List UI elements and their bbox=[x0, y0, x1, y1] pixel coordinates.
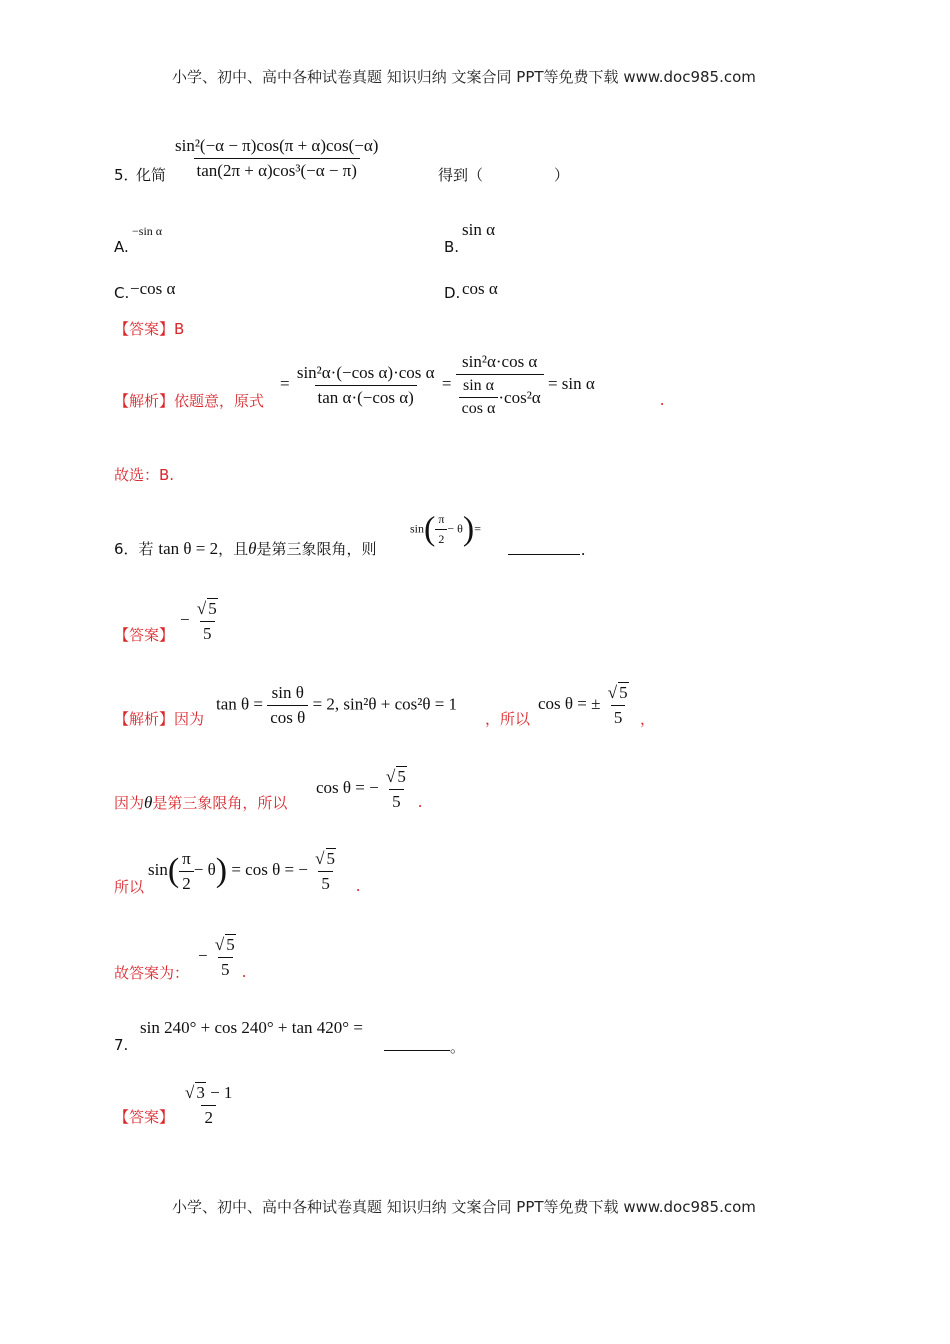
page-footer: 小学、初中、高中各种试卷真题 知识归纳 文案合同 PPT等免费下载 www.doc985.com bbox=[172, 1198, 756, 1216]
q5-option-c: −cos α bbox=[130, 279, 176, 298]
q6-minus-theta: − θ bbox=[447, 521, 463, 536]
q6-line1-den: 5 bbox=[611, 705, 626, 728]
q6-line2-sqrt: 5 bbox=[397, 767, 406, 786]
q6-answer-sqrt: 5 bbox=[208, 599, 217, 618]
q6-text3: 是第三象限角，则 bbox=[256, 540, 377, 558]
q6-line2-period: . bbox=[418, 792, 423, 811]
analysis-label: 【解析】 bbox=[114, 710, 175, 728]
q7-answer-tail: − 1 bbox=[205, 1083, 233, 1102]
q6-line1-comma: ， bbox=[640, 710, 656, 728]
q6-line2 bbox=[114, 792, 287, 813]
q6-blank[interactable] bbox=[508, 554, 580, 555]
q5-step1-den: tan α·(−cos α) bbox=[315, 385, 417, 408]
q5-analysis-math: = $\frac{\text{sin²α·(−cos α)·cos α}}{\text{tan α·(−cos α)}}$ = sin²α·cos α $\frac{\text{sin α}}{\text{cos α}}$ ·cos²α = sin α bbox=[280, 352, 595, 417]
q6-analysis-line1-label bbox=[114, 708, 204, 729]
analysis-label: 【解析】 bbox=[114, 392, 175, 410]
q5-expression bbox=[172, 136, 381, 181]
q6-line3-period: . bbox=[356, 876, 361, 895]
q6-line3-minus-theta: − θ bbox=[193, 859, 216, 879]
q5-step1-num: sin²α·(−cos α)·cos α bbox=[296, 362, 435, 382]
q5-step2-inner-num: sin α bbox=[462, 377, 495, 394]
q6-sin-expr: sin( $\frac{\pi}{2}$ − θ)= bbox=[410, 510, 482, 548]
q7-answer-den: 2 bbox=[201, 1105, 216, 1128]
q5-suffix: 得到（ bbox=[438, 166, 484, 184]
q6-line2-math: cos θ = − $\frac{√ 5}{5}$ bbox=[316, 767, 406, 811]
q6-answer-value: − $\frac{√ 5}{5}$ bbox=[180, 599, 217, 643]
q6-line1-frac-num: sin θ bbox=[271, 683, 304, 702]
q5-denominator: tan(2π + α)cos³(−α − π) bbox=[194, 158, 360, 181]
q6-sin: sin bbox=[410, 521, 425, 536]
q6-line4-minus: − bbox=[198, 945, 208, 965]
q5-prefix: 化简 bbox=[136, 166, 167, 184]
q6-two: 2 bbox=[435, 529, 447, 547]
q6-line3-pi: π bbox=[182, 848, 191, 868]
q7-answer-sqrt: 3 bbox=[196, 1083, 205, 1102]
q6-line1-expr-b: = 2, sin²θ + cos²θ = 1 bbox=[312, 694, 458, 714]
q6-line1-expr-c: cos θ = ± bbox=[538, 693, 601, 713]
q6-pi: π bbox=[438, 512, 445, 526]
q6-line3-math: sin( $\frac{\pi}{2}$ − θ) = cos θ = − $\frac{√ 5}{5}$ bbox=[148, 848, 335, 893]
q5-analysis-text: 依题意，原式 bbox=[174, 392, 265, 410]
q6-line3-den: 5 bbox=[318, 871, 333, 894]
q5-step2-den-tail: ·cos²α bbox=[498, 387, 541, 407]
q6-period: . bbox=[581, 540, 586, 559]
q6-text2: ，且 bbox=[218, 540, 249, 558]
q6-line2-text2: 是第三象限角，所以 bbox=[152, 794, 288, 812]
q7-expression: sin 240° + cos 240° + tan 420° = bbox=[140, 1018, 363, 1037]
q7-end: 。 bbox=[450, 1038, 466, 1056]
q6-line2-theta: θ bbox=[144, 793, 153, 812]
answer-label: 【答案】 bbox=[114, 320, 175, 338]
q6-line3-sqrt: 5 bbox=[326, 849, 335, 868]
q6-text1: 若 bbox=[138, 540, 154, 558]
q6-line1-frac-den: cos θ bbox=[267, 705, 308, 728]
q6-line1-text2: ，所以 bbox=[485, 710, 531, 728]
q6-question bbox=[114, 538, 376, 559]
q7-number: 7. bbox=[114, 1036, 129, 1054]
q5-option-b: sin α bbox=[462, 220, 495, 239]
q6-line3-text: 所以 bbox=[114, 878, 145, 896]
q5-answer-value: B bbox=[174, 320, 185, 338]
q6-line3-two: 2 bbox=[179, 871, 194, 894]
q6-answer-label: 【答案】 bbox=[114, 626, 175, 644]
q5-number: 5． bbox=[114, 166, 139, 184]
q6-line1-text: 因为 bbox=[174, 710, 205, 728]
q5-period: . bbox=[660, 390, 665, 409]
q5-analysis-label bbox=[114, 390, 264, 411]
q6-line1-sqrt: 5 bbox=[619, 683, 628, 702]
q7-answer-label: 【答案】 bbox=[114, 1108, 175, 1126]
q5-option-d-label: D. bbox=[444, 284, 461, 302]
q5-option-a: −sin α bbox=[132, 224, 163, 238]
q5-close: ） bbox=[554, 166, 570, 184]
q6-line4-den: 5 bbox=[218, 957, 233, 980]
q6-line4-sqrt: 5 bbox=[226, 935, 235, 954]
q5-conclusion: 故选：B. bbox=[114, 466, 175, 484]
q5-option-d: cos α bbox=[462, 279, 498, 298]
q5-answer bbox=[114, 318, 184, 339]
q6-line1-math bbox=[216, 683, 457, 728]
q5-option-c-label: C. bbox=[114, 284, 130, 302]
q6-line4-text: 故答案为： bbox=[114, 964, 190, 982]
q7-blank[interactable] bbox=[384, 1050, 450, 1051]
q6-line3-expr: = cos θ = − bbox=[231, 859, 308, 879]
q6-line2-den: 5 bbox=[389, 789, 404, 812]
q6-eq: = bbox=[474, 521, 482, 536]
q6-line4-math: − $\frac{√ 5}{5}$ bbox=[198, 935, 235, 979]
q5-option-b-label: B. bbox=[444, 238, 460, 256]
q5-result: = sin α bbox=[547, 373, 595, 393]
q5-option-a-label: A. bbox=[114, 238, 129, 256]
q6-answer-den: 5 bbox=[200, 621, 215, 644]
q5-step2-inner-den: cos α bbox=[459, 397, 499, 418]
page-header: 小学、初中、高中各种试卷真题 知识归纳 文案合同 PPT等免费下载 www.doc985.com bbox=[172, 68, 756, 86]
q6-line1-math2: cos θ = ± $\frac{√ 5}{5}$ bbox=[538, 683, 628, 727]
q6-tan-expr: tan θ = 2 bbox=[158, 539, 219, 558]
q6-line4-period: . bbox=[242, 962, 247, 981]
q6-line2-expr: cos θ = − bbox=[316, 777, 379, 797]
q6-answer-minus: − bbox=[180, 609, 190, 629]
q6-theta: θ bbox=[248, 539, 257, 558]
q7-answer-value: $\frac{√ 3 - 1}{2}$ bbox=[185, 1083, 233, 1127]
q6-line2-text: 因为 bbox=[114, 794, 145, 812]
q6-line1-expr-a: tan θ = bbox=[216, 694, 263, 714]
q6-number: 6． bbox=[114, 540, 139, 558]
q5-step2-num: sin²α·cos α bbox=[462, 352, 538, 371]
q5-numerator: sin²(−α − π)cos(π + α)cos(−α) bbox=[175, 136, 379, 155]
